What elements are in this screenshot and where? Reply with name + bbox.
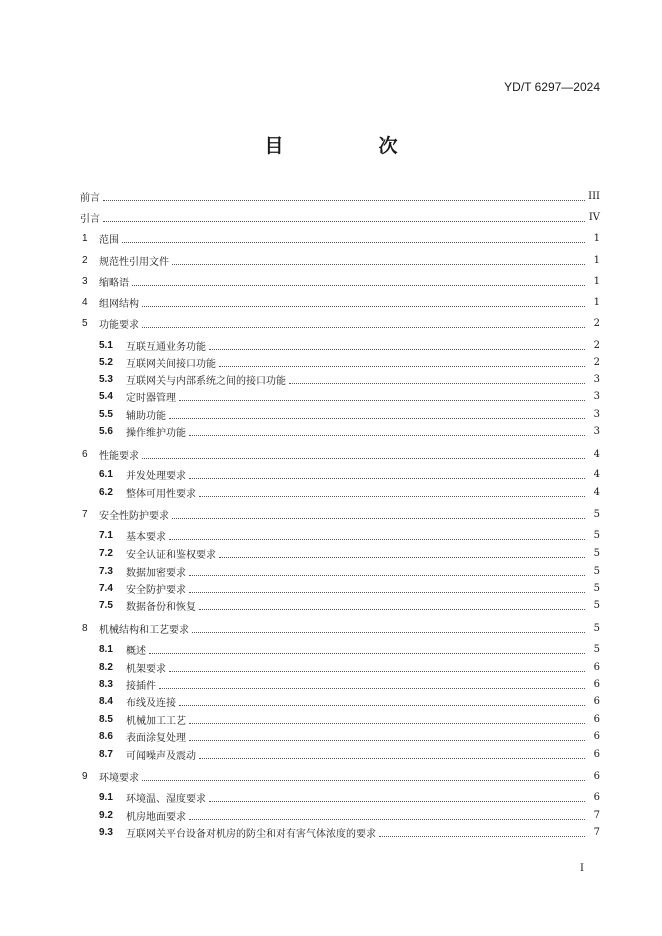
document-id: YD/T 6297—2024 xyxy=(504,80,600,94)
toc-entry-page: 2 xyxy=(593,357,600,368)
toc-leader-dots xyxy=(169,528,585,540)
toc-entry-page: 6 xyxy=(593,731,600,742)
toc-entry-title: 并发处理要求 xyxy=(126,469,187,485)
toc-entry-number: 9.2 xyxy=(99,810,113,821)
toc-leader-dots xyxy=(189,467,585,479)
toc-entry[interactable] xyxy=(0,598,662,614)
toc-entry-number: 6 xyxy=(82,449,88,460)
toc-leader-dots xyxy=(132,274,585,286)
toc-entry-number: 9.3 xyxy=(99,827,113,838)
toc-entry[interactable] xyxy=(0,581,662,597)
toc-entry-number: 9.1 xyxy=(99,792,113,803)
toc-entry-title: 辅助功能 xyxy=(126,409,167,425)
toc-entry-page: 6 xyxy=(593,696,600,707)
toc-entry[interactable] xyxy=(0,642,662,658)
toc-entry-page: 5 xyxy=(593,623,600,634)
toc-entry-number: 7.2 xyxy=(99,548,113,559)
toc-entry-number: 8.3 xyxy=(99,679,113,690)
toc-entry-page: III xyxy=(588,191,600,202)
toc-entry-page: 5 xyxy=(593,583,600,594)
toc-entry-number: 7.1 xyxy=(99,530,113,541)
toc-entry-page: 2 xyxy=(593,318,600,329)
toc-entry-page: 5 xyxy=(593,600,600,611)
toc-entry-page: 7 xyxy=(593,810,600,821)
toc-leader-dots xyxy=(172,507,585,519)
toc-entry[interactable] xyxy=(0,447,662,463)
toc-entry[interactable] xyxy=(0,808,662,824)
toc-entry-title: 前言 xyxy=(80,191,101,207)
page-title: 目 次 xyxy=(264,135,436,157)
toc-leader-dots xyxy=(199,485,585,497)
toc-entry-page: 6 xyxy=(593,792,600,803)
toc-entry-title: 表面涂复处理 xyxy=(126,731,187,747)
toc-entry-number: 8.6 xyxy=(99,731,113,742)
toc-entry-number: 8 xyxy=(82,623,88,634)
toc-leader-dots xyxy=(142,316,585,328)
toc-entry-title: 机架要求 xyxy=(126,662,167,678)
toc-entry-title: 基本要求 xyxy=(126,530,167,546)
toc-leader-dots xyxy=(142,295,585,307)
toc-entry[interactable] xyxy=(0,507,662,523)
toc-entry-page: 1 xyxy=(593,297,600,308)
toc-leader-dots xyxy=(122,231,585,243)
toc-entry-page: 7 xyxy=(593,827,600,838)
toc-entry[interactable] xyxy=(0,274,662,290)
toc-entry-page: 6 xyxy=(593,749,600,760)
toc-entry-page: 4 xyxy=(593,487,600,498)
toc-entry-number: 8.1 xyxy=(99,644,113,655)
toc-entry-number: 5.4 xyxy=(99,391,113,402)
toc-leader-dots xyxy=(289,372,585,384)
toc-entry-page: 3 xyxy=(593,391,600,402)
toc-leader-dots xyxy=(209,338,585,350)
toc-entry[interactable] xyxy=(0,316,662,332)
toc-entry[interactable] xyxy=(0,210,662,226)
toc-entry-number: 5.6 xyxy=(99,426,113,437)
toc-entry-page: 2 xyxy=(593,340,600,351)
toc-entry[interactable] xyxy=(0,769,662,785)
toc-entry-number: 8.2 xyxy=(99,662,113,673)
toc-leader-dots xyxy=(189,424,585,436)
toc-leader-dots xyxy=(209,790,585,802)
toc-entry-number: 2 xyxy=(82,255,88,266)
toc-entry[interactable] xyxy=(0,712,662,728)
toc-leader-dots xyxy=(219,355,585,367)
toc-entry-title: 概述 xyxy=(126,644,147,660)
toc-entry-page: 1 xyxy=(593,255,600,266)
toc-entry[interactable] xyxy=(0,372,662,388)
toc-entry-number: 5.3 xyxy=(99,374,113,385)
toc-entry-page: 1 xyxy=(593,276,600,287)
toc-entry-number: 5.2 xyxy=(99,357,113,368)
toc-entry-number: 8.7 xyxy=(99,749,113,760)
toc-entry-page: 4 xyxy=(593,449,600,460)
toc-entry-page: 3 xyxy=(593,426,600,437)
toc-entry-title: 范围 xyxy=(99,233,120,249)
toc-leader-dots xyxy=(159,677,585,689)
toc-entry[interactable] xyxy=(0,253,662,269)
toc-entry[interactable] xyxy=(0,660,662,676)
toc-entry-page: IV xyxy=(588,212,600,223)
toc-leader-dots xyxy=(172,253,585,265)
toc-entry-number: 1 xyxy=(82,233,88,244)
toc-entry-title: 可闻噪声及震动 xyxy=(126,749,197,765)
toc-entry-number: 7.5 xyxy=(99,600,113,611)
toc-entry[interactable] xyxy=(0,467,662,483)
toc-leader-dots xyxy=(189,729,585,741)
toc-entry-title: 安全性防护要求 xyxy=(99,509,170,525)
toc-entry-page: 3 xyxy=(593,409,600,420)
toc-entry-page: 6 xyxy=(593,771,600,782)
toc-entry[interactable] xyxy=(0,564,662,580)
toc-entry[interactable] xyxy=(0,729,662,745)
toc-entry-title: 定时器管理 xyxy=(126,391,177,407)
toc-entry-page: 6 xyxy=(593,662,600,673)
toc-entry-title: 互联网关平台设备对机房的防尘和对有害气体浓度的要求 xyxy=(126,827,377,843)
toc-leader-dots xyxy=(189,581,585,593)
toc-leader-dots xyxy=(142,447,585,459)
toc-entry-title: 引言 xyxy=(80,212,101,228)
toc-entry-number: 8.5 xyxy=(99,714,113,725)
toc-entry[interactable] xyxy=(0,747,662,763)
toc-entry-page: 5 xyxy=(593,509,600,520)
toc-entry-number: 5 xyxy=(82,318,88,329)
toc-entry-title: 组网结构 xyxy=(99,297,140,313)
toc-entry-title: 接插件 xyxy=(126,679,157,695)
toc-entry-number: 6.2 xyxy=(99,487,113,498)
toc-entry-title: 操作维护功能 xyxy=(126,426,187,442)
toc-leader-dots xyxy=(199,747,585,759)
toc-entry-title: 互联网关与内部系统之间的接口功能 xyxy=(126,374,287,390)
toc-leader-dots xyxy=(189,712,585,724)
toc-entry[interactable] xyxy=(0,677,662,693)
toc-entry-title: 机房地面要求 xyxy=(126,810,187,826)
toc-entry[interactable] xyxy=(0,231,662,247)
page-number: I xyxy=(580,863,584,874)
toc-entry[interactable] xyxy=(0,355,662,371)
toc-entry-page: 6 xyxy=(593,679,600,690)
toc-leader-dots xyxy=(379,825,585,837)
toc-entry[interactable] xyxy=(0,825,662,841)
toc-entry-page: 5 xyxy=(593,566,600,577)
toc-entry-title: 互联网关间接口功能 xyxy=(126,357,217,373)
toc-leader-dots xyxy=(149,642,585,654)
toc-entry[interactable] xyxy=(0,485,662,501)
toc-entry-number: 7.4 xyxy=(99,583,113,594)
toc-entry-title: 安全认证和鉴权要求 xyxy=(126,548,217,564)
toc-leader-dots xyxy=(219,546,585,558)
toc-entry-title: 布线及连接 xyxy=(126,696,177,712)
toc-entry[interactable] xyxy=(0,621,662,637)
toc-entry-number: 7.3 xyxy=(99,566,113,577)
toc-entry[interactable] xyxy=(0,694,662,710)
toc-entry-title: 缩略语 xyxy=(99,276,130,292)
toc-entry-number: 9 xyxy=(82,771,88,782)
toc-entry-page: 5 xyxy=(593,644,600,655)
toc-entry-title: 性能要求 xyxy=(99,449,140,465)
toc-leader-dots xyxy=(103,189,585,201)
toc-entry-page: 6 xyxy=(593,714,600,725)
toc-entry-title: 安全防护要求 xyxy=(126,583,187,599)
toc-entry-number: 7 xyxy=(82,509,88,520)
toc-leader-dots xyxy=(103,210,585,222)
toc-entry[interactable] xyxy=(0,338,662,354)
toc-entry-number: 6.1 xyxy=(99,469,113,480)
toc-entry[interactable] xyxy=(0,424,662,440)
toc-entry-title: 互联互通业务功能 xyxy=(126,340,207,356)
toc-entry-page: 1 xyxy=(593,233,600,244)
toc-entry-number: 5.5 xyxy=(99,409,113,420)
toc-entry-page: 3 xyxy=(593,374,600,385)
toc-entry-page: 4 xyxy=(593,469,600,480)
toc-entry[interactable] xyxy=(0,189,662,205)
toc-leader-dots xyxy=(142,769,585,781)
toc-entry-page: 5 xyxy=(593,530,600,541)
toc-leader-dots xyxy=(199,598,585,610)
toc-leader-dots xyxy=(189,808,585,820)
toc-entry-title: 功能要求 xyxy=(99,318,140,334)
toc-entry-number: 3 xyxy=(82,276,88,287)
toc-leader-dots xyxy=(192,621,585,633)
toc-leader-dots xyxy=(169,660,585,672)
toc-entry-title: 环境温、湿度要求 xyxy=(126,792,207,808)
toc-entry[interactable] xyxy=(0,407,662,423)
toc-entry[interactable] xyxy=(0,546,662,562)
toc-entry-title: 机械结构和工艺要求 xyxy=(99,623,190,639)
toc-entry[interactable] xyxy=(0,790,662,806)
toc-entry-title: 数据加密要求 xyxy=(126,566,187,582)
toc-entry[interactable] xyxy=(0,528,662,544)
toc-entry-title: 规范性引用文件 xyxy=(99,255,170,271)
toc-entry-page: 5 xyxy=(593,548,600,559)
toc-entry-title: 机械加工工艺 xyxy=(126,714,187,730)
toc-leader-dots xyxy=(169,407,585,419)
toc-entry-number: 8.4 xyxy=(99,696,113,707)
toc-entry-title: 环境要求 xyxy=(99,771,140,787)
toc-leader-dots xyxy=(179,389,585,401)
toc-entry-number: 5.1 xyxy=(99,340,113,351)
toc-leader-dots xyxy=(179,694,585,706)
toc-entry[interactable] xyxy=(0,295,662,311)
toc-entry-number: 4 xyxy=(82,297,88,308)
toc-leader-dots xyxy=(189,564,585,576)
toc-entry-title: 数据备份和恢复 xyxy=(126,600,197,616)
toc-entry-title: 整体可用性要求 xyxy=(126,487,197,503)
toc-entry[interactable] xyxy=(0,389,662,405)
